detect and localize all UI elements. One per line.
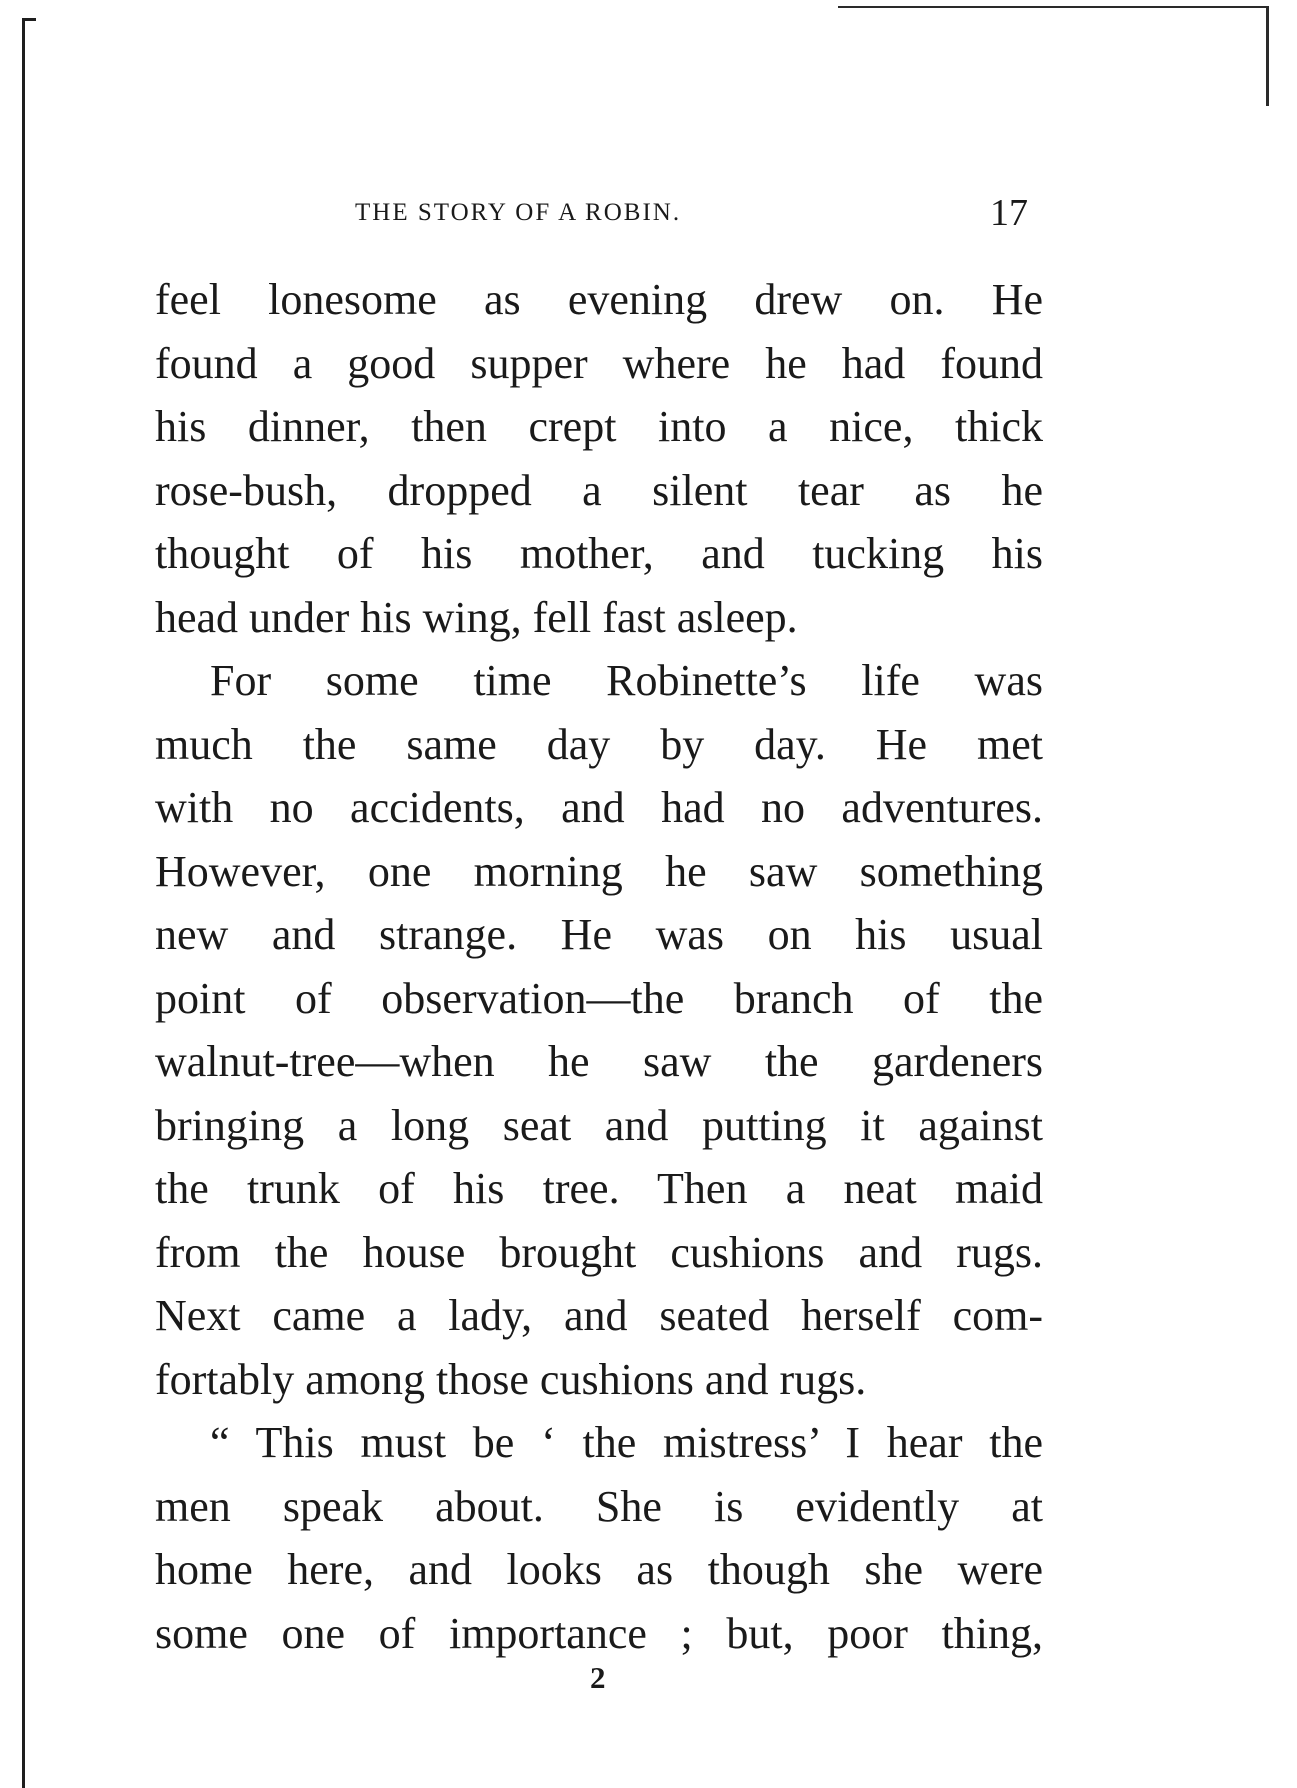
text-line: fortably among those cushions and rugs. [155,1354,867,1404]
text-line: his dinner, then crept into a nice, thick [155,402,1043,451]
text-line: home here, and looks as though she were [155,1545,1043,1594]
text-line: bringing a long seat and putting it against [155,1100,1043,1150]
scan-margin-rule-left [22,18,25,1788]
text-line: found a good supper where he had found [155,338,1043,388]
text-line: For some time Robinette’s life was [210,656,1043,705]
text-line: walnut-tree—when he saw the gardeners [155,1037,1043,1086]
text-line: head under his wing, fell fast asleep. [155,592,798,642]
running-title: THE STORY OF A ROBIN. [355,199,682,226]
text-line: with no accidents, and had no adventures. [155,783,1043,832]
scan-margin-rule-top [838,6,1268,8]
scan-margin-rule-left-tick [22,18,36,21]
text-line: new and strange. He was on his usual [155,910,1043,959]
text-line: thought of his mother, and tucking his [155,529,1043,578]
text-line: rose-bush, dropped a silent tear as he [155,465,1043,515]
text-line: some one of importance ; but, poor thing, [155,1608,1043,1658]
page-number: 17 [990,192,1028,234]
text-line: from the house brought cushions and rugs. [155,1227,1043,1277]
running-head [150,192,1050,235]
scan-margin-rule-right [1266,6,1269,106]
text-line: point of observation—the branch of the [155,973,1043,1023]
text-line: “ This must be ‘ the mistress’ I hear the [210,1418,1043,1467]
text-line: men speak about. She is evidently at [155,1481,1043,1531]
text-line: the trunk of his tree. Then a neat maid [155,1164,1043,1213]
text-line: Next came a lady, and seated herself com- [155,1291,1043,1340]
text-line: much the same day by day. He met [155,719,1043,769]
signature-mark: 2 [590,1660,606,1695]
text-line: However, one morning he saw something [155,846,1043,896]
text-line: feel lonesome as evening drew on. He [155,275,1043,324]
body-text [155,268,1043,1665]
